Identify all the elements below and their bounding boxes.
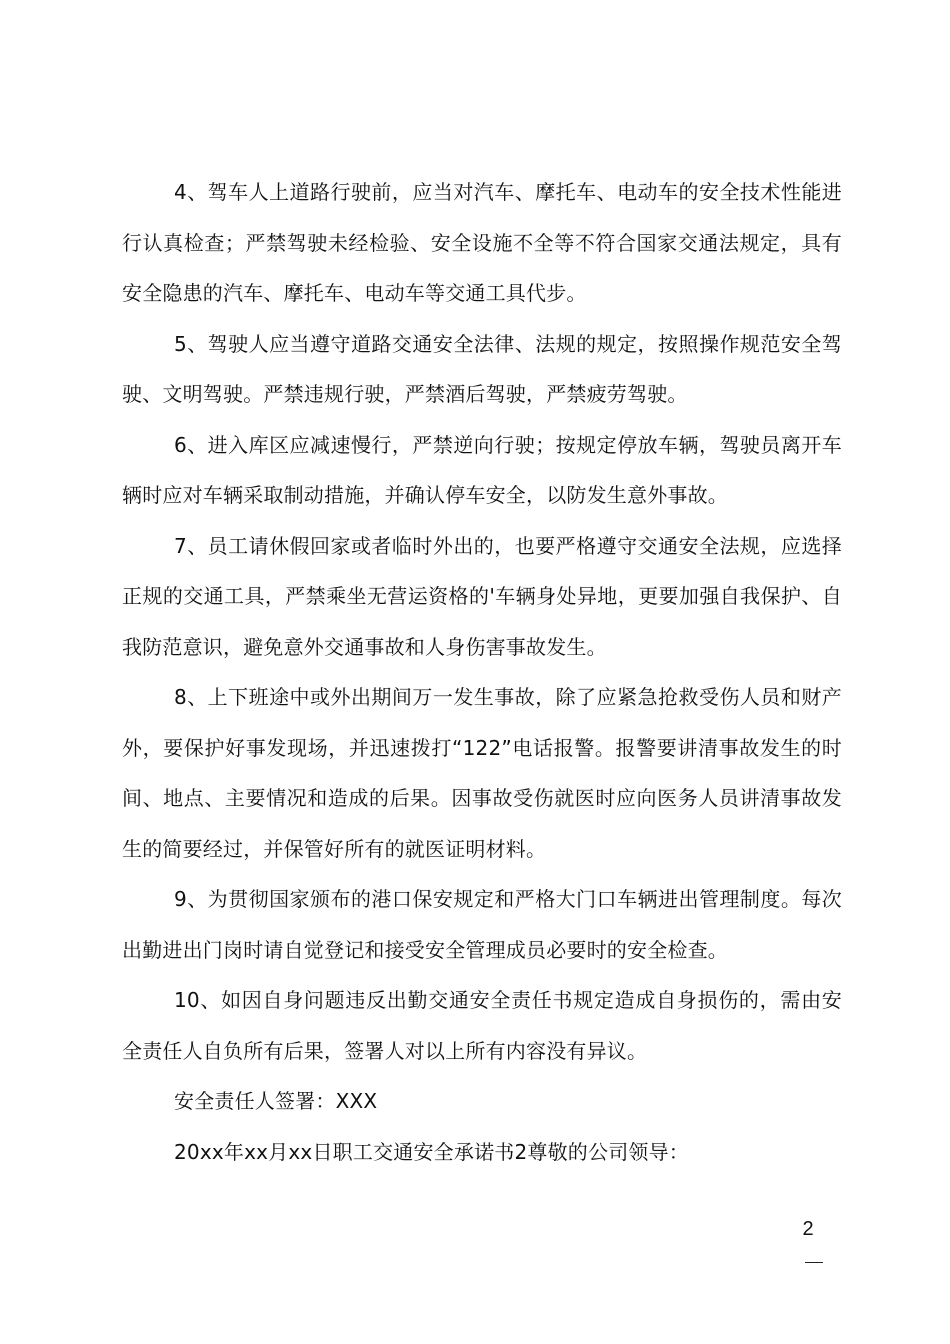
paragraph-item-4: 4、驾车人上道路行驶前，应当对汽车、摩托车、电动车的安全技术性能进行认真检查；严禁驾驶未经检验、安全设施不全等不符合国家交通法规定，具有安全隐患的汽车、摩托车、电动车等交通工具代步。 bbox=[122, 180, 842, 305]
paragraph-item-6: 6、进入库区应减速慢行，严禁逆向行驶；按规定停放车辆，驾驶员离开车辆时应对车辆采取制动措施，并确认停车安全，以防发生意外事故。 bbox=[122, 432, 842, 507]
paragraph-item-5: 5、驾驶人应当遵守道路交通安全法律、法规的规定，按照操作规范安全驾驶、文明驾驶。严禁违规行驶，严禁酒后驾驶，严禁疲劳驾驶。 bbox=[122, 331, 842, 406]
document-body bbox=[122, 167, 842, 1177]
page-number-rule bbox=[805, 1262, 823, 1263]
paragraph-item-9: 9、为贯彻国家颁布的港口保安规定和严格大门口车辆进出管理制度。每次出勤进出门岗时请自觉登记和接受安全管理成员必要时的安全检查。 bbox=[122, 887, 842, 962]
paragraph-item-8: 8、上下班途中或外出期间万一发生事故，除了应紧急抢救受伤人员和财产外，要保护好事发现场，并迅速拨打“122”电话报警。报警要讲清事故发生的时间、地点、主要情况和造成的后果。因事故受伤就医时应向医务人员讲清事故发生的简要经过，并保管好所有的就医证明材料。 bbox=[122, 685, 842, 861]
paragraph-item-7: 7、员工请休假回家或者临时外出的，也要严格遵守交通安全法规，应选择正规的交通工具，严禁乘坐无营运资格的'车辆身处异地，更要加强自我保护、自我防范意识，避免意外交通事故和人身伤害事故发生。 bbox=[122, 533, 842, 659]
page-number: 2 bbox=[802, 1218, 814, 1240]
date-and-next-title: 20xx年xx月xx日职工交通安全承诺书2尊敬的公司领导： bbox=[174, 1139, 689, 1164]
paragraph-item-10: 10、如因自身问题违反出勤交通安全责任书规定造成自身损伤的，需由安全责任人自负所有后果，签署人对以上所有内容没有异议。 bbox=[122, 988, 842, 1063]
signature-line: 安全责任人签署：XXX bbox=[174, 1089, 378, 1113]
